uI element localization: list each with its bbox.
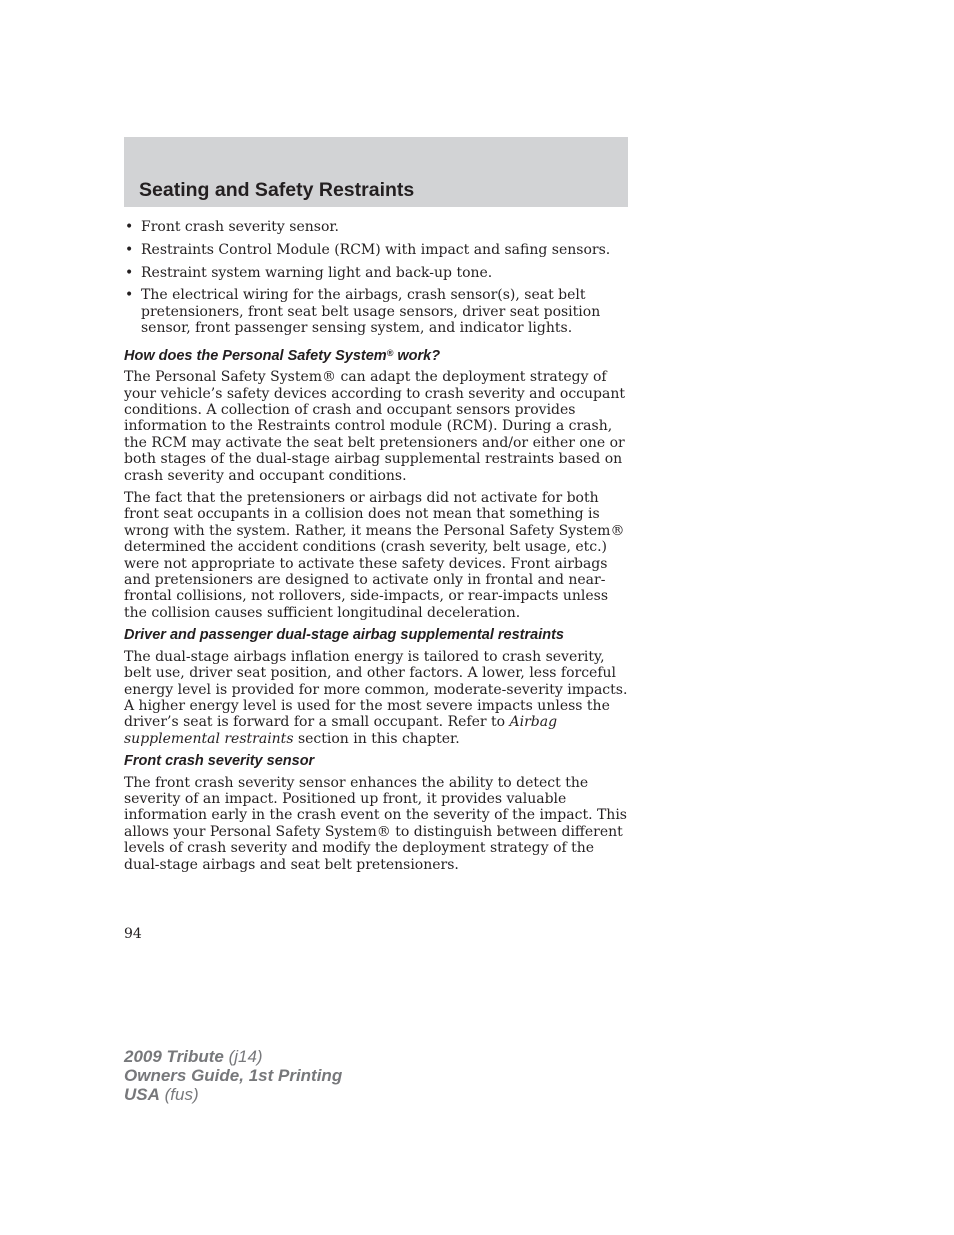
- paragraph: The fact that the pretensioners or airbags did not activate for both front seat occupants in a collision does not mean that something is wrong with the system. Rather, it means the Personal Safety System® determined the accident conditions (crash severity, belt usage, etc.) were not appropriate to activate these safety devices. Front airbags and pretensioners are designed to activate only in frontal and near-frontal collisions, not rollovers, side-impacts, or rear-impacts unless the collision causes sufficient longitudinal deceleration.: [124, 489, 625, 621]
- cross-reference: Airbag supplemental restraints: [124, 714, 558, 747]
- paragraph: [124, 649, 628, 747]
- list-item: [124, 219, 628, 235]
- print-footer: [124, 1047, 342, 1104]
- subheading-dual-stage-airbag: Driver and passenger dual-stage airbag supplemental restraints: [124, 627, 564, 644]
- subheading-personal-safety-system: [124, 345, 628, 365]
- component-list: [124, 219, 628, 337]
- paragraph: The Personal Safety System® can adapt the deployment strategy of your vehicle’s safety devices according to crash severity and occupant conditions. A collection of crash and occupant sensors provides information to the Restraints control module (RCM). During a crash, the RCM may activate the seat belt pretensioners and/or either one or both stages of the dual-stage airbag supplemental restraints based on crash severity and occupant conditions.: [124, 369, 625, 484]
- footer-line: Owners Guide, 1st Printing: [124, 1066, 343, 1085]
- footer-line: [124, 1085, 342, 1104]
- section-title: Seating and Safety Restraints: [139, 179, 415, 201]
- page-number: 94: [124, 926, 142, 942]
- page-content: [124, 219, 628, 879]
- bullet-icon: •: [125, 287, 134, 304]
- paragraph-text: The dual-stage airbags inflation energy is tailored to crash severity, belt use, driver seat position, and other factors. A lower, less forceful energy level is provided for more common, moderate-severity impacts. A higher energy level is used for the most severe impacts unless the driver’s seat is forward for a small occupant. Refer to: [124, 648, 628, 731]
- footer-model: 2009 Tribute: [124, 1047, 224, 1066]
- bullet-icon: •: [125, 241, 134, 258]
- subheading-front-crash-severity-sensor: Front crash severity sensor: [124, 753, 315, 770]
- list-item-text: Front crash severity sensor.: [141, 219, 339, 235]
- footer-market: USA: [124, 1085, 160, 1104]
- subheading-text-tail: work?: [393, 347, 441, 364]
- paragraph: The front crash severity sensor enhances the ability to detect the severity of an impact. Positioned up front, it provides valuable information early in the crash event on the severity of the impact. This allows your Personal Safety System® to distinguish between different levels of crash severity and modify the deployment strategy of the dual-stage airbags and seat belt pretensioners.: [124, 774, 627, 873]
- list-item-text: Restraints Control Module (RCM) with impact and safing sensors.: [141, 241, 611, 258]
- footer-model-code: (j14): [223, 1047, 263, 1066]
- list-item-text: Restraint system warning light and back-up tone.: [141, 264, 493, 281]
- registered-mark: ®: [386, 347, 394, 358]
- bullet-icon: •: [125, 264, 134, 281]
- footer-market-code: (fus): [159, 1085, 199, 1104]
- footer-line: [124, 1047, 342, 1066]
- bullet-icon: •: [125, 219, 134, 235]
- list-item: [124, 265, 628, 281]
- list-item: [124, 287, 628, 336]
- section-header-band: [124, 137, 628, 207]
- paragraph-text-tail: section in this chapter.: [293, 730, 460, 747]
- list-item-text: The electrical wiring for the airbags, crash sensor(s), seat belt pretensioners, front seat belt usage sensors, driver seat position sensor, front passenger sensing system, and indicator lights.: [141, 287, 601, 337]
- list-item: [124, 242, 628, 258]
- subheading-text: How does the Personal Safety System: [124, 347, 387, 364]
